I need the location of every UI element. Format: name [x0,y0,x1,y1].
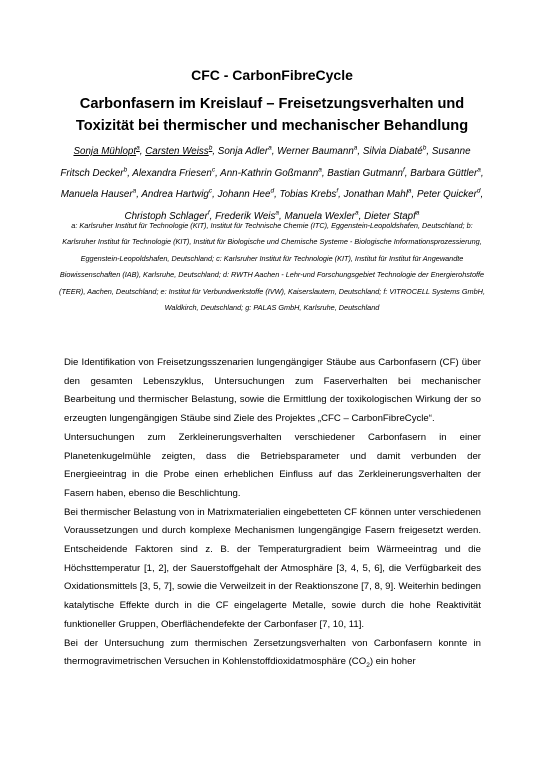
author-name: Alexandra Friesen [132,167,212,179]
author [327,168,405,179]
affiliation-marker: a [132,187,137,195]
affiliations: a: Karlsruher Institut für Technologie (KIT), Institut für Technische Chemie (ITC), Eggenstein-Leopoldshafen, Deutschland; b: Karlsruher Institut für Technologie (KIT), Institut für Biologische und Chemische Systeme - Biologische Informationsprozessierung, Eggenstein-Leopoldshafen, Deutschland; c: Karlsruher Institut für Technologie (KIT), Institut für Institut für Angewandte Biowissenschaften (IAB), Karlsruhe, Deutschland; d: RWTH Aachen - Lehr-und Forschungsgebiet Technologie der Energierohstoffe (TEER), Aachen, Deutschland; e: Institut für Verbundwerkstoffe (IVW), Kaiserslautern, Deutschland; f: VITROCELL Systems GmbH, Waldkirch, Deutschland; g: PALAS GmbH, Karlsruhe, Deutschland [59,221,485,313]
author-name: Werner Baumann [277,146,354,157]
author [363,146,427,157]
affiliation-marker: d [270,187,275,195]
author [417,189,481,200]
paragraph: Die Identifikation von Freisetzungsszenarien lungengängiger Stäube aus Carbonfasern (CF) über den gesamten Lebenszyklus, Untersuchungen zum Faserverhalten bei mechanischer Bearbeitung und thermischer Belastung, sowie die Ermittlung der toxikologischen Wirkung der so erzeugten lungengängigen Stäube sind Ziele des Projektes „CFC – CarbonFibreCycle“. [64,357,481,425]
author [73,146,139,157]
affiliation-marker: a [355,209,359,217]
project-title: CFC - CarbonFibreCycle [191,67,353,83]
author-name: Christoph Schlager [124,210,208,222]
affiliation-marker: a [353,144,358,152]
affiliation-marker: f [402,166,405,174]
affiliation-marker: a [477,166,481,174]
author-name: Jonathan Mahl [343,189,408,200]
author [141,189,212,200]
author-name: Johann Hee [217,189,271,200]
paragraph: Bei thermischer Belastung von in Matrixmaterialien eingebetteten CF können unter verschiedenen Voraussetzungen und durch komplexe Mechanismen lungengängige Fasern freigesetzt werden. Entscheidende Faktoren sind z. B. der Temperaturgradient beim Wärmeeintrag und die Höchsttemperatur [1, 2], der Sauerstoffgehalt der Atmosphäre [3, 4, 5, 6], die Verfügbarkeit des Oxidationsmittels [3, 5, 7], sowie die Verweilzeit in der Reaktionszone [7, 8, 9]. Weiterhin bedingen katalytische Effekte durch in die CF eingelagerte Metalle, sowie durch die hohe Reaktivität funktioneller Gruppen, Oberflächendefekte der Carbonfaser [7, 10, 11]. [64,506,481,630]
affiliation-marker: b [123,166,128,174]
affiliation-marker: a [275,209,279,217]
affiliation-marker: b [422,144,427,152]
author-name: Sonja Mühlopt [73,146,137,157]
affiliation-marker: a [136,144,140,152]
abstract-body [64,354,481,672]
author-name: Bastian Gutmann [327,167,403,179]
author-name: Andrea Hartwig [141,189,209,200]
subscript: 2 [366,662,370,670]
author-list: Sonja Mühlopt$^a$, Carsten Weiss$^b$, Sonja Adler$^a$, Werner Baumann$^a$, Silvia Diabaté$^b$, Susanne Fritsch Decker$^b$, Alexandra Friesen$^c$, Ann-Kathrin Goßmann$^a$, Bastian Gutmann$^f$, Barbara Güttler$^a$, Manuela Hauser$^a$, Andrea Hartwig$^c$, Johann Hee$^d$, Tobias Krebs$^f$, Jonathan Mahl$^a$, Peter Quicker$^d$, Christoph Schlager$^f$, Frederik Weis$^a$, Manuela Wexler$^a$, Dieter Stapf$^a$ [60,144,484,222]
author-name: Peter Quicker [416,189,477,200]
author [220,168,322,179]
affiliation-marker: b [208,144,213,152]
author-name: Manuela Hauser [60,189,133,200]
author [218,189,274,200]
author [145,146,212,157]
author-name: Dieter Stapf [364,210,416,222]
author-name: Carsten Weiss [145,146,209,157]
affiliation-marker: a [268,144,272,152]
affiliation-marker: c [211,166,216,174]
author-name: Frederik Weis [215,210,276,222]
paragraph-last [64,635,481,672]
affiliation-marker: a [407,187,412,195]
paragraph-text: ) ein hoher [369,656,416,668]
author [61,189,137,200]
affiliation-marker: c [208,187,213,195]
author-name: Manuela Wexler [284,210,356,222]
affiliation-marker: f [336,187,339,195]
affiliation-marker: d [476,187,481,195]
author-name: Sonja Adler [217,146,269,157]
paragraph: Untersuchungen zum Zerkleinerungsverhalten verschiedener Carbonfasern in einer Planetenkugelmühle zeigten, dass die Betriebsparameter und damit verbunden der Energieeintrag in die Probe einen erheblichen Einfluss auf das Zerkleinerungsverhalten der Fasern haben, ebenso die Beschlichtung. [64,431,481,499]
author [277,146,357,157]
author-name: Barbara Güttler [410,167,478,179]
affiliation-marker: a [318,166,322,174]
author [344,189,412,200]
author [132,168,215,179]
author-name: Tobias Krebs [279,189,337,200]
author [218,146,272,157]
author [280,189,339,200]
paper-title: Carbonfasern im Kreislauf – Freisetzungsverhalten und Toxizität bei thermischer und mechanischer Behandlung [75,96,469,134]
author-name: Silvia Diabaté [362,146,423,157]
author-name: Ann-Kathrin Goßmann [220,167,319,179]
author-name: Susanne Fritsch Decker [60,146,471,179]
affiliation-marker: a [415,209,420,217]
paragraph-text: Bei der Untersuchung zum thermischen Zersetzungsverhalten von Carbonfasern konnte in thermogravimetrischen Versuchen in Kohlenstoffdioxidatmosphäre (CO [64,637,481,668]
author [410,168,481,179]
affiliation-marker: f [207,209,210,217]
